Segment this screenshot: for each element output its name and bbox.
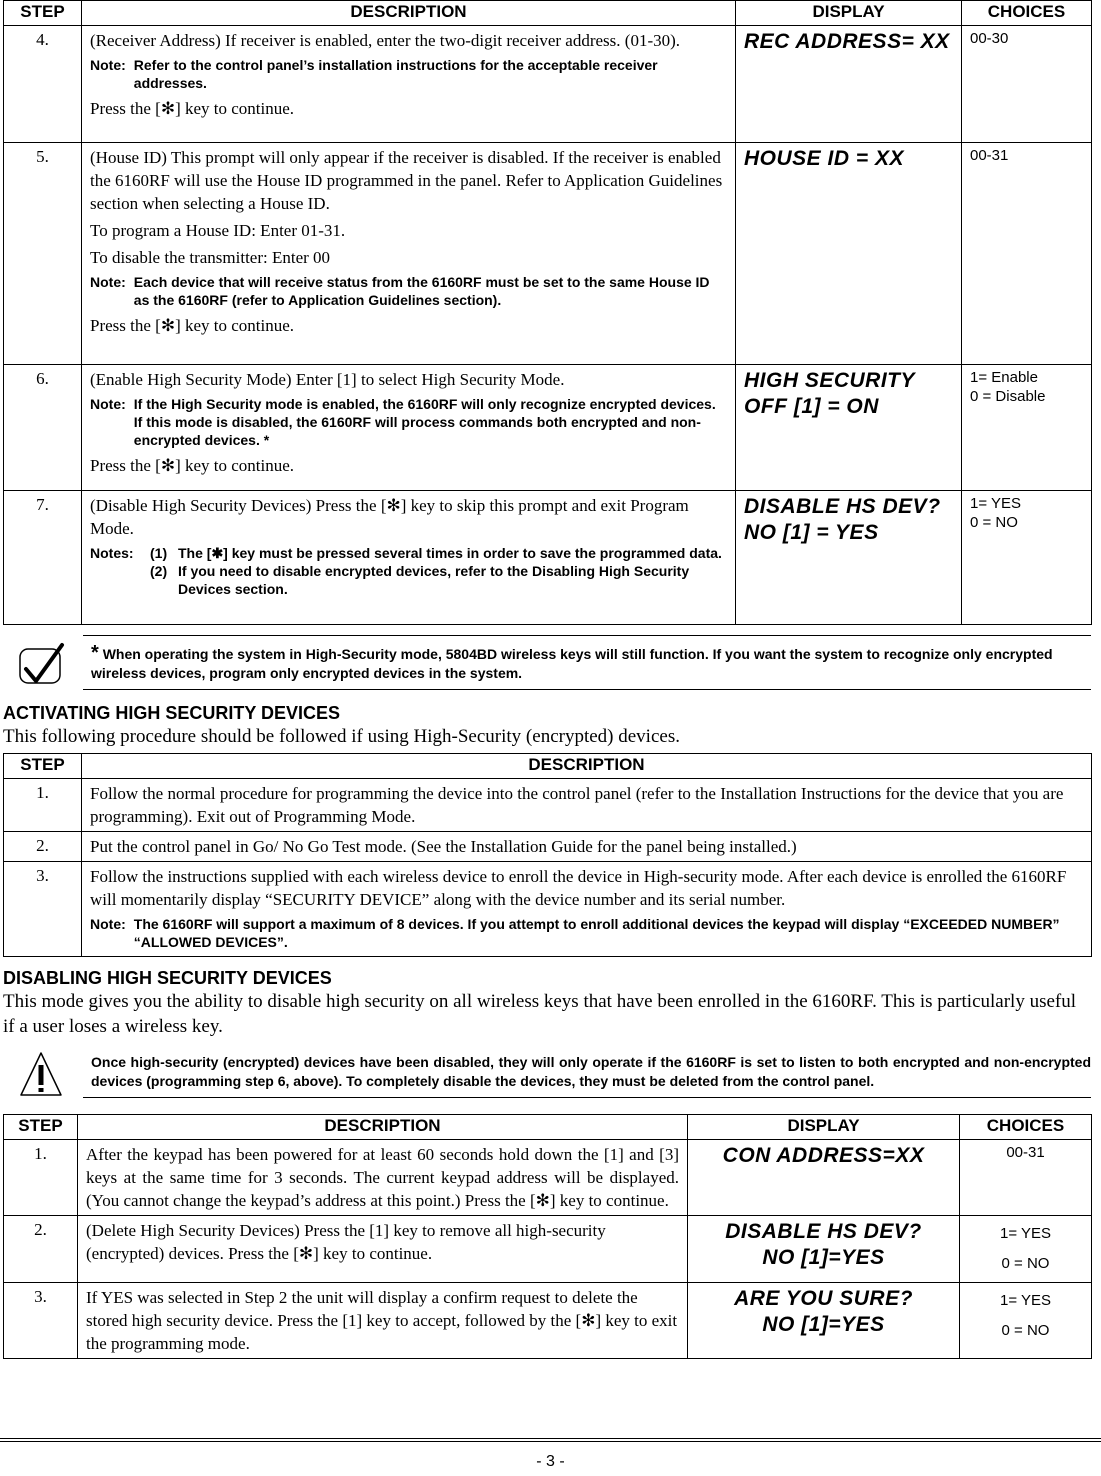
- description-line: To disable the transmitter: Enter 00: [90, 248, 331, 267]
- lcd-line-1: DISABLE HS DEV?: [744, 495, 941, 518]
- activating-section: [3, 702, 1091, 957]
- description-line: To program a House ID: Enter 01-31.: [90, 221, 346, 240]
- choice-1: 1= YES: [999, 1292, 1051, 1309]
- step-number: 5.: [4, 143, 82, 365]
- lcd-line-2: NO [1]=YES: [762, 1246, 885, 1269]
- note-text: If the High Security mode is enabled, the 6160RF will only recognize encrypted devices. If this mode is disabled, the 6160RF will process commands both encrypted and non-encrypted devices. *: [133, 396, 716, 448]
- choices-cell: [960, 1216, 1092, 1283]
- header-description: DESCRIPTION: [82, 1, 736, 26]
- notes-label: Notes:: [90, 545, 134, 561]
- header-description: DESCRIPTION: [82, 754, 1092, 779]
- step-number: 2.: [4, 832, 82, 862]
- step-description: [82, 143, 736, 365]
- disabling-table: [3, 1114, 1092, 1359]
- callout-text: When operating the system in High-Security mode, 5804BD wireless keys will still function. If you want the system to recognize only encrypted wireless devices, program only encrypted devices in the system.: [91, 646, 1053, 681]
- activating-table: [3, 753, 1092, 957]
- step-description: Follow the normal procedure for programming the device into the control panel (refer to the Installation Instructions for the device that you are programming). Exit out of Programming Mode.: [82, 779, 1092, 832]
- press-instruction: Press the [✻] key to continue.: [90, 456, 295, 475]
- step-description: [82, 365, 736, 491]
- note-label: Note:: [90, 396, 126, 412]
- checkmark-icon: [3, 639, 78, 689]
- lcd-line-1: ARE YOU SURE?: [734, 1287, 913, 1310]
- description-text: (House ID) This prompt will only appear if the receiver is disabled. If the receiver is enabled the 6160RF will use the House ID programmed in the panel. Refer to Application Guidelines section when selecting a House ID.: [90, 148, 723, 213]
- table-row: [4, 143, 1092, 365]
- display-cell: [736, 26, 962, 143]
- page-number: - 3 -: [536, 1453, 565, 1470]
- lcd-line-1: REC ADDRESS= XX: [744, 30, 950, 53]
- warning-text: Once high-security (encrypted) devices have been disabled, they will only operate if the 6160RF is set to listen to both encrypted and non-encrypted devices (programming step 6, above). To completely disable the devices, they must be deleted from the control panel.: [91, 1054, 1091, 1089]
- note-text: Refer to the control panel’s installation instructions for the acceptable receiver addresses.: [133, 57, 658, 91]
- lcd-line-2: OFF [1] = ON: [744, 395, 879, 418]
- choices-cell: [962, 491, 1092, 625]
- program-steps-table: [3, 0, 1092, 625]
- header-description: DESCRIPTION: [78, 1115, 688, 1140]
- display-cell: [688, 1216, 960, 1283]
- step-description: [82, 862, 1092, 957]
- header-step: STEP: [4, 754, 82, 779]
- note-number: (1): [150, 545, 168, 561]
- table-row: [4, 1216, 1092, 1283]
- choice-1: 1= Enable: [970, 369, 1038, 386]
- note: [90, 56, 727, 92]
- step-number: 4.: [4, 26, 82, 143]
- choice-2: 0 = NO: [1001, 1255, 1050, 1272]
- lcd-line-2: NO [1] = YES: [744, 521, 879, 544]
- display-cell: [736, 143, 962, 365]
- table-row: [4, 1283, 1092, 1359]
- display-cell: [688, 1283, 960, 1359]
- table-row: [4, 491, 1092, 625]
- section-intro: This mode gives you the ability to disable high security on all wireless keys that have been enrolled in the 6160RF. This is particularly useful if a user loses a wireless key.: [3, 991, 1076, 1037]
- header-display: DISPLAY: [736, 1, 962, 26]
- header-choices: CHOICES: [960, 1115, 1092, 1140]
- note-label: Note:: [90, 916, 126, 932]
- table-row: [4, 779, 1092, 832]
- header-choices: CHOICES: [962, 1, 1092, 26]
- choice-2: 0 = NO: [1001, 1322, 1050, 1339]
- step-number: 1.: [4, 779, 82, 832]
- lcd-line-2: NO [1]=YES: [762, 1313, 885, 1336]
- disabling-section: [3, 967, 1091, 1359]
- step-number: 2.: [4, 1216, 78, 1283]
- description-text: Follow the instructions supplied with each wireless device to enroll the device in High-security mode. After each device is enrolled the 6160RF will momentarily display “SECURITY DEVICE” along with the device number and its serial number.: [90, 867, 1067, 909]
- step-number: 3.: [4, 862, 82, 957]
- header-display: DISPLAY: [688, 1115, 960, 1140]
- lcd-line-1: DISABLE HS DEV?: [725, 1220, 922, 1243]
- step-number: 6.: [4, 365, 82, 491]
- note-text: The 6160RF will support a maximum of 8 devices. If you attempt to enroll additional devices the keypad will display “EXCEEDED NUMBER” “ALLOWED DEVICES”.: [133, 916, 1060, 950]
- table-row: [4, 1140, 1092, 1216]
- table-row: [4, 862, 1092, 957]
- checkmark-callout: [3, 635, 1091, 690]
- step-description: [82, 491, 736, 625]
- description-text: (Receiver Address) If receiver is enabled, enter the two-digit receiver address. (01-30).: [90, 31, 681, 50]
- note-label: Note:: [90, 57, 126, 73]
- table-header-row: [4, 1, 1092, 26]
- choices-cell: 00-31: [962, 143, 1092, 365]
- press-instruction: Press the [✻] key to continue.: [90, 316, 295, 335]
- step-description: Put the control panel in Go/ No Go Test mode. (See the Installation Guide for the panel being installed.): [82, 832, 1092, 862]
- choice-1: 1= YES: [970, 495, 1022, 512]
- choices-cell: 00-31: [960, 1140, 1092, 1216]
- note: [90, 273, 727, 309]
- step-description: (Delete High Security Devices) Press the [1] key to remove all high-security (encrypted) devices. Press the [✻] key to continue.: [78, 1216, 688, 1283]
- step-number: 1.: [4, 1140, 78, 1216]
- footer-rule: [0, 1441, 1101, 1442]
- table-header-row: [4, 754, 1092, 779]
- step-description: If YES was selected in Step 2 the unit will display a confirm request to delete the stored high security device. Press the [1] key to accept, followed by the [✻] key to exit the programming mode.: [78, 1283, 688, 1359]
- note: [90, 395, 727, 449]
- section-intro: This following procedure should be followed if using High-Security (encrypted) devices.: [3, 726, 680, 747]
- press-instruction: Press the [✻] key to continue.: [90, 99, 295, 118]
- description-text: (Disable High Security Devices) Press the [✻] key to skip this prompt and exit Program Mode.: [90, 496, 689, 538]
- choices-cell: 00-30: [962, 26, 1092, 143]
- lcd-line-1: HOUSE ID = XX: [744, 147, 904, 170]
- note: [90, 915, 1083, 951]
- note-text: The [✱] key must be pressed several times in order to save the programmed data.: [178, 545, 722, 561]
- note-text: If you need to disable encrypted devices, refer to the Disabling High Security Devices section.: [178, 563, 690, 597]
- warning-icon: [3, 1049, 78, 1099]
- header-step: STEP: [4, 1, 82, 26]
- note-text: Each device that will receive status from the 6160RF must be set to the same House ID as the 6160RF (refer to Application Guidelines section).: [133, 274, 710, 308]
- table-row: [4, 365, 1092, 491]
- choices-cell: [962, 365, 1092, 491]
- lcd-line-1: HIGH SECURITY: [744, 369, 916, 392]
- callout-star: *: [91, 642, 99, 664]
- step-description: After the keypad has been powered for at least 60 seconds hold down the [1] and [3] keys at the same time for 3 seconds. The current keypad address will be displayed. (You cannot change the keypad’s address at this point.) Press the [✻] key to continue.: [78, 1140, 688, 1216]
- choice-2: 0 = Disable: [970, 388, 1046, 405]
- note-number: (2): [150, 563, 168, 579]
- choices-cell: [960, 1283, 1092, 1359]
- lcd-line-1: CON ADDRESS=XX: [722, 1144, 925, 1167]
- choice-1: 1= YES: [999, 1225, 1051, 1242]
- header-step: STEP: [4, 1115, 78, 1140]
- table-header-row: [4, 1115, 1092, 1140]
- description-text: (Enable High Security Mode) Enter [1] to select High Security Mode.: [90, 370, 565, 389]
- page: [3, 0, 1091, 1359]
- step-description: [82, 26, 736, 143]
- section-heading: ACTIVATING HIGH SECURITY DEVICES: [3, 703, 341, 723]
- warning-callout: [3, 1045, 1091, 1098]
- section-heading: DISABLING HIGH SECURITY DEVICES: [3, 968, 332, 988]
- notes: [90, 544, 727, 598]
- footer-rule: [0, 1438, 1101, 1439]
- step-number: 3.: [4, 1283, 78, 1359]
- display-cell: [736, 491, 962, 625]
- table-row: [4, 26, 1092, 143]
- display-cell: [688, 1140, 960, 1216]
- note-label: Note:: [90, 274, 126, 290]
- step-number: 7.: [4, 491, 82, 625]
- choice-2: 0 = NO: [970, 514, 1018, 531]
- display-cell: [736, 365, 962, 491]
- table-row: [4, 832, 1092, 862]
